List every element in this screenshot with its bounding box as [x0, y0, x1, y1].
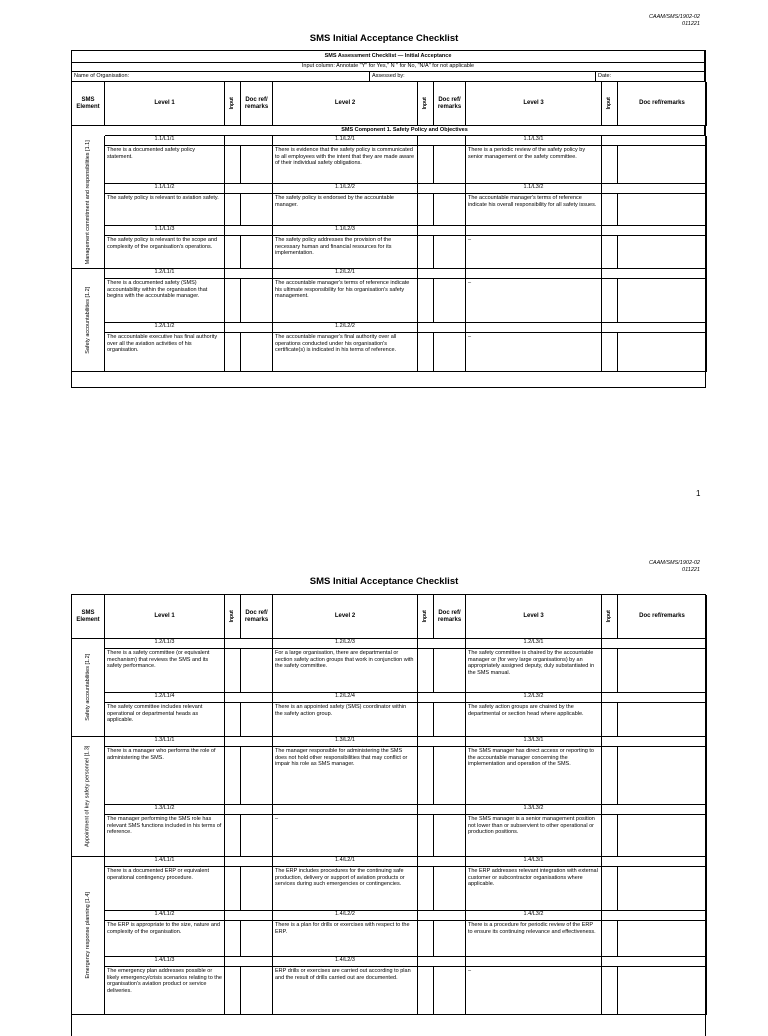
level-1-requirement: The safety committee includes relevant operational or departmental heads as applicable. — [105, 703, 225, 737]
doc-ref-cell[interactable] — [618, 649, 707, 693]
doc-ref-cell[interactable] — [241, 815, 273, 857]
spacer-cell — [225, 226, 273, 236]
spacer-cell — [225, 957, 273, 967]
header-input-label: Input — [606, 97, 613, 110]
level-2-requirement: For a large organisation, there are departmental or section safety action groups that work in conjunction with the safety committee. — [273, 649, 418, 693]
input-cell[interactable] — [602, 236, 618, 269]
spacer-cell — [418, 184, 466, 194]
doc-ref-cell[interactable] — [241, 921, 273, 957]
spacer-cell — [418, 693, 466, 703]
input-cell[interactable] — [225, 236, 241, 269]
requirement-code: 1.4/L3/1 — [466, 857, 602, 867]
requirement-code: 1.4/L1/2 — [105, 911, 225, 921]
level-2-requirement: The safety policy is endorsed by the accountable manager. — [273, 194, 418, 226]
spacer-cell — [602, 136, 707, 146]
requirement-code: 1.2/L3/2 — [466, 693, 602, 703]
page-2 — [0, 512, 768, 1024]
spacer-cell — [418, 269, 466, 279]
header-input-label: Input — [606, 610, 613, 623]
doc-ref-cell[interactable] — [434, 333, 466, 372]
level-3-requirement: – — [466, 279, 602, 323]
requirement-code: 1.4/L2/1 — [273, 857, 418, 867]
level-3-requirement: The ERP addresses relevant integration with external customer or subcontractor organisations where applicable. — [466, 867, 602, 911]
header-input — [225, 595, 241, 639]
header-input-label: Input — [422, 610, 429, 623]
input-cell[interactable] — [418, 747, 434, 805]
level-1-requirement: There is a documented safety (SMS) accountability within the organisation that begins with the accountable manager. — [105, 279, 225, 323]
level-2-requirement: There is an appointed safety (SMS) coordinator within the safety action group. — [273, 703, 418, 737]
requirement-code: 1.4/L2/3 — [273, 957, 418, 967]
requirement-code — [273, 805, 418, 815]
input-cell[interactable] — [225, 967, 241, 1015]
sms-element-label — [72, 639, 105, 737]
doc-ref-cell[interactable] — [434, 703, 466, 737]
doc-ref-cell[interactable] — [241, 649, 273, 693]
level-2-requirement: The accountable manager's terms of reference indicate his ultimate responsibility for his organisation's safety management. — [273, 279, 418, 323]
level-2-requirement: There is a plan for drills or exercises with respect to the ERP. — [273, 921, 418, 957]
spacer-cell — [225, 805, 273, 815]
input-cell[interactable] — [225, 867, 241, 911]
sms-element-text: Emergency response planning [1.4] — [84, 892, 91, 979]
doc-ref-cell[interactable] — [618, 815, 707, 857]
spacer-cell — [225, 911, 273, 921]
doc-ref-cell[interactable] — [618, 867, 707, 911]
requirement-code: 1.2/L2/3 — [273, 639, 418, 649]
requirement-code: 1.4/L2/2 — [273, 911, 418, 921]
doc-ref-cell[interactable] — [241, 867, 273, 911]
header-sms-element: SMS Element — [72, 82, 105, 126]
level-2-requirement: – — [273, 815, 418, 857]
header-input — [418, 82, 434, 126]
doc-ref-cell[interactable] — [618, 236, 707, 269]
input-cell[interactable] — [602, 333, 618, 372]
spacer-cell — [225, 323, 273, 333]
level-3-requirement: The SMS manager has direct access or reporting to the accountable manager concerning the implementation and operation of the SMS. — [466, 747, 602, 805]
header-level-2: Level 2 — [273, 82, 418, 126]
level-1-requirement: The emergency plan addresses possible or likely emergency/crisis scenarios relating to the organisation's aviation product or service deliveries. — [105, 967, 225, 1015]
header-level-1: Level 1 — [105, 82, 225, 126]
level-3-requirement: The safety committee is chaired by the accountable manager or (for very large organisations) by an appropriately assigned deputy, duly substantiated in the SMS manual. — [466, 649, 602, 693]
header-level-2: Level 2 — [273, 595, 418, 639]
input-cell[interactable] — [418, 867, 434, 911]
spacer-cell — [225, 857, 273, 867]
input-cell[interactable] — [225, 815, 241, 857]
doc-ref-cell[interactable] — [241, 236, 273, 269]
doc-ref-cell[interactable] — [241, 967, 273, 1015]
doc-ref-cell[interactable] — [618, 921, 707, 957]
requirement-code: 1.1/L1/1 — [105, 136, 225, 146]
spacer-cell — [602, 639, 707, 649]
header-doc-ref: Doc ref/ remarks — [434, 82, 466, 126]
requirement-code: 1.2/L1/4 — [105, 693, 225, 703]
requirement-code: 1.2/L2/1 — [273, 269, 418, 279]
spacer-cell — [225, 693, 273, 703]
doc-reference — [649, 560, 700, 574]
requirement-code: 1.2/L3/1 — [466, 639, 602, 649]
spacer-cell — [602, 184, 707, 194]
page-1 — [0, 0, 768, 512]
doc-ref-cell[interactable] — [434, 815, 466, 857]
organisation-name-field[interactable]: Name of Organisation: — [72, 72, 370, 82]
level-1-requirement: There is a documented safety policy statement. — [105, 146, 225, 184]
doc-ref-cell[interactable] — [434, 867, 466, 911]
checklist-table — [71, 594, 706, 1036]
input-cell[interactable] — [418, 333, 434, 372]
doc-ref-cell[interactable] — [618, 967, 707, 1015]
input-cell[interactable] — [225, 649, 241, 693]
level-1-requirement: The safety policy is relevant to aviation safety. — [105, 194, 225, 226]
requirement-code: 1.3/L2/1 — [273, 737, 418, 747]
header-input-label: Input — [229, 610, 236, 623]
spacer-cell — [602, 269, 707, 279]
level-3-requirement: The SMS manager is a senior management position not lower than or subservient to other operational or production positions. — [466, 815, 602, 857]
level-1-requirement: The accountable executive has final authority over all the aviation activities of his organisation. — [105, 333, 225, 372]
doc-ref-cell[interactable] — [241, 279, 273, 323]
input-cell[interactable] — [602, 146, 618, 184]
input-cell[interactable] — [602, 967, 618, 1015]
header-doc-ref-remarks: Doc ref/remarks — [618, 595, 707, 639]
requirement-code: 1.2/L2/2 — [273, 323, 418, 333]
requirement-code — [466, 323, 602, 333]
input-cell[interactable] — [602, 194, 618, 226]
doc-ref-cell[interactable] — [434, 194, 466, 226]
assessed-by-field[interactable]: Assessed by: — [370, 72, 596, 82]
doc-reference — [649, 14, 700, 28]
level-2-requirement: The ERP includes procedures for the continuing safe production, delivery or support of aviation products or services during such emergencies or contingencies. — [273, 867, 418, 911]
spacer-cell — [418, 136, 466, 146]
requirement-code: 1.1/L1/2 — [105, 184, 225, 194]
requirement-code: 1.1/L2/2 — [273, 184, 418, 194]
doc-ref-cell[interactable] — [241, 333, 273, 372]
requirement-code: 1.3/L3/2 — [466, 805, 602, 815]
spacer-cell — [602, 857, 707, 867]
doc-ref-cell[interactable] — [434, 747, 466, 805]
spacer-cell — [225, 184, 273, 194]
spacer-cell — [602, 323, 707, 333]
requirement-code: 1.4/L3/2 — [466, 911, 602, 921]
doc-ref-code: CAAM/SMS/1902-02 — [648, 14, 700, 20]
level-3-requirement: There is a procedure for periodic review of the ERP to ensure its continuing relevance and effectiveness. — [466, 921, 602, 957]
assessment-banner: SMS Assessment Checklist — Initial Acceptance — [72, 51, 705, 63]
sms-element-text: Safety accountabilities [1.2] — [84, 654, 91, 721]
doc-ref-cell[interactable] — [434, 921, 466, 957]
spacer-cell — [418, 857, 466, 867]
sms-element-text: Safety accountabilities [1.2] — [84, 286, 91, 354]
header-doc-ref-remarks: Doc ref/remarks — [618, 82, 707, 126]
header-input — [418, 595, 434, 639]
input-cell[interactable] — [418, 967, 434, 1015]
level-2-requirement: The accountable manager's final authority over all operations conducted under his organisation's certificate(s) is indicated in his terms of reference. — [273, 333, 418, 372]
header-level-3: Level 3 — [466, 595, 602, 639]
requirement-code: 1.1/L2/1 — [273, 136, 418, 146]
doc-ref-cell[interactable] — [618, 703, 707, 737]
header-input — [602, 82, 618, 126]
date-field[interactable]: Date: — [596, 72, 705, 82]
page-title: SMS Initial Acceptance Checklist — [309, 576, 459, 587]
doc-ref-cell[interactable] — [434, 649, 466, 693]
input-cell[interactable] — [225, 921, 241, 957]
spacer-cell — [602, 737, 707, 747]
level-2-requirement: There is evidence that the safety policy is communicated to all employees with the intent that they are made aware of their individual safety obligations. — [273, 146, 418, 184]
spacer-cell — [418, 226, 466, 236]
doc-ref-cell[interactable] — [434, 279, 466, 323]
level-2-requirement: The manager responsible for administering the SMS does not hold other responsibilities that may conflict or impair his role as SMS manager. — [273, 747, 418, 805]
doc-ref-cell[interactable] — [241, 703, 273, 737]
requirement-code: 1.2/L1/1 — [105, 269, 225, 279]
checklist-table — [71, 50, 706, 388]
requirement-code: 1.2/L1/3 — [105, 639, 225, 649]
spacer-cell — [225, 639, 273, 649]
sms-element-label — [72, 857, 105, 1015]
input-cell[interactable] — [225, 703, 241, 737]
level-1-requirement: There is a safety committee (or equivalent mechanism) that reviews the SMS and its safety performance. — [105, 649, 225, 693]
spacer-cell — [602, 805, 707, 815]
header-input-label: Input — [422, 97, 429, 110]
doc-ref-cell[interactable] — [618, 279, 707, 323]
component-heading: SMS Component 1. Safety Policy and Objectives — [105, 126, 705, 136]
requirement-code: 1.2/L1/2 — [105, 323, 225, 333]
input-cell[interactable] — [418, 236, 434, 269]
header-doc-ref: Doc ref/ remarks — [434, 595, 466, 639]
doc-ref-cell[interactable] — [434, 146, 466, 184]
sms-element-text: Appointment of key safety personnel [1.3] — [84, 745, 91, 848]
input-cell[interactable] — [225, 747, 241, 805]
doc-ref-cell[interactable] — [241, 194, 273, 226]
input-cell[interactable] — [418, 703, 434, 737]
level-3-requirement: – — [466, 967, 602, 1015]
sms-element-text: Management commitment and responsibilities [1.1] — [84, 139, 91, 265]
input-cell[interactable] — [602, 921, 618, 957]
input-cell[interactable] — [602, 815, 618, 857]
level-1-requirement: The manager performing the SMS role has relevant SMS functions included in his terms of reference. — [105, 815, 225, 857]
level-3-requirement: – — [466, 333, 602, 372]
requirement-code — [466, 269, 602, 279]
level-3-requirement: The safety action groups are chaired by the departmental or section head where applicable. — [466, 703, 602, 737]
requirement-code: 1.1/L3/2 — [466, 184, 602, 194]
level-1-requirement: The safety policy is relevant to the scope and complexity of the organisation's operations. — [105, 236, 225, 269]
requirement-code — [466, 226, 602, 236]
header-doc-ref: Doc ref/ remarks — [241, 595, 273, 639]
sms-element-label — [72, 269, 105, 372]
spacer-cell — [418, 911, 466, 921]
requirement-code: 1.3/L3/1 — [466, 737, 602, 747]
doc-ref-date: 011221 — [682, 21, 700, 27]
header-level-1: Level 1 — [105, 595, 225, 639]
spacer-cell — [418, 805, 466, 815]
input-cell[interactable] — [225, 279, 241, 323]
level-1-requirement: There is a documented ERP or equivalent operational contingency procedure. — [105, 867, 225, 911]
input-cell[interactable] — [418, 194, 434, 226]
input-cell[interactable] — [602, 867, 618, 911]
header-input-label: Input — [229, 97, 236, 110]
input-cell[interactable] — [418, 649, 434, 693]
input-cell[interactable] — [418, 815, 434, 857]
doc-ref-cell[interactable] — [241, 747, 273, 805]
doc-ref-date: 011221 — [682, 567, 700, 573]
spacer-cell — [602, 693, 707, 703]
input-cell[interactable] — [602, 747, 618, 805]
input-cell[interactable] — [225, 146, 241, 184]
spacer-cell — [418, 957, 466, 967]
page-title: SMS Initial Acceptance Checklist — [309, 33, 459, 44]
doc-ref-cell[interactable] — [618, 146, 707, 184]
spacer-cell — [602, 911, 707, 921]
spacer-cell — [225, 737, 273, 747]
input-cell[interactable] — [602, 649, 618, 693]
requirement-code: 1.3/L1/2 — [105, 805, 225, 815]
input-instructions: Input column: Annotate "Y" for Yes," N " for No, "N/A" for not applicable — [72, 63, 705, 72]
spacer-cell — [418, 323, 466, 333]
doc-ref-cell[interactable] — [618, 333, 707, 372]
spacer-cell — [225, 269, 273, 279]
level-3-requirement: There is a periodic review of the safety policy by senior management or the safety committee. — [466, 146, 602, 184]
doc-ref-cell[interactable] — [618, 194, 707, 226]
spacer-cell — [602, 226, 707, 236]
doc-ref-cell[interactable] — [434, 236, 466, 269]
level-1-requirement: There is a manager who performs the role of administering the SMS. — [105, 747, 225, 805]
input-cell[interactable] — [225, 333, 241, 372]
spacer-cell — [418, 737, 466, 747]
spacer-cell — [225, 136, 273, 146]
input-cell[interactable] — [602, 703, 618, 737]
doc-ref-code: CAAM/SMS/1902-02 — [648, 560, 700, 566]
page-number: 1 — [696, 489, 701, 498]
input-cell[interactable] — [225, 194, 241, 226]
level-3-requirement: – — [466, 236, 602, 269]
header-level-3: Level 3 — [466, 82, 602, 126]
requirement-code: 1.4/L1/1 — [105, 857, 225, 867]
input-cell[interactable] — [418, 279, 434, 323]
requirement-code: 1.2/L2/4 — [273, 693, 418, 703]
doc-ref-cell[interactable] — [434, 967, 466, 1015]
requirement-code — [466, 957, 602, 967]
level-1-requirement: The ERP is appropriate to the size, nature and complexity of the organisation. — [105, 921, 225, 957]
doc-ref-cell[interactable] — [241, 146, 273, 184]
input-cell[interactable] — [602, 279, 618, 323]
doc-ref-cell[interactable] — [618, 747, 707, 805]
requirement-code: 1.1/L1/3 — [105, 226, 225, 236]
header-sms-element: SMS Element — [72, 595, 105, 639]
spacer-cell — [418, 639, 466, 649]
requirement-code: 1.4/L1/3 — [105, 957, 225, 967]
spacer-cell — [602, 957, 707, 967]
level-2-requirement: ERP drills or exercises are carried out according to plan and the result of drills carried out are documented. — [273, 967, 418, 1015]
requirement-code: 1.3/L1/1 — [105, 737, 225, 747]
input-cell[interactable] — [418, 146, 434, 184]
sms-element-label — [72, 136, 105, 269]
header-input — [602, 595, 618, 639]
level-2-requirement: The safety policy addresses the provision of the necessary human and financial resources for its implementation. — [273, 236, 418, 269]
sms-element-label — [72, 737, 105, 857]
requirement-code: 1.1/L3/1 — [466, 136, 602, 146]
requirement-code: 1.1/L2/3 — [273, 226, 418, 236]
level-3-requirement: The accountable manager's terms of reference indicate his overall responsibility for all safety issues. — [466, 194, 602, 226]
header-input — [225, 82, 241, 126]
input-cell[interactable] — [418, 921, 434, 957]
header-doc-ref: Doc ref/ remarks — [241, 82, 273, 126]
